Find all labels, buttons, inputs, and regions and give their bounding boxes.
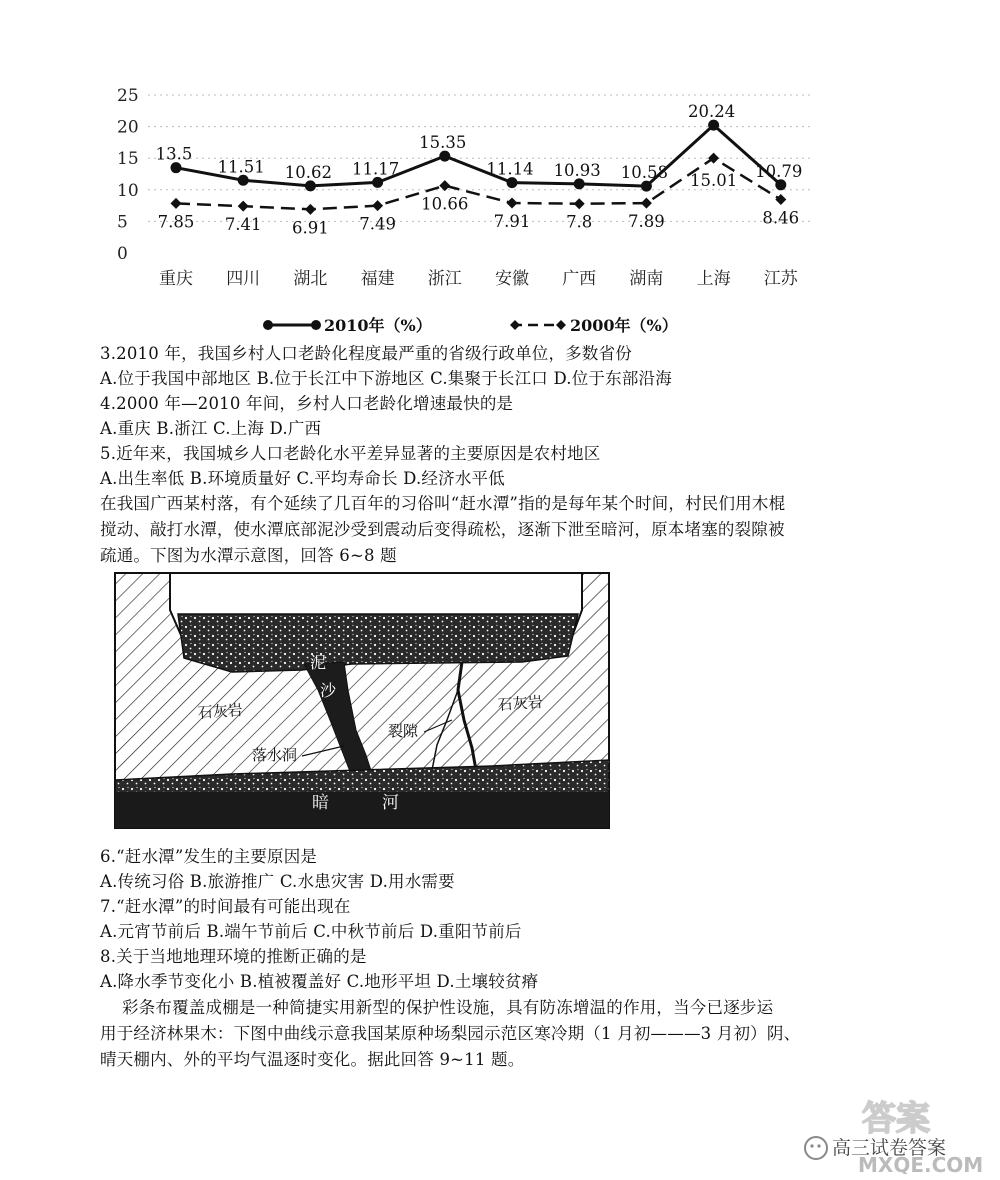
data-label-2000: 7.91 xyxy=(493,212,531,232)
question-6-stem: 6.“赶水潭”发生的主要原因是 xyxy=(100,847,318,866)
passage2-line-2: 用于经济林果木：下图中曲线示意我国某原种场梨园示范区寒冷期（1 月初———3 月初）阴、 xyxy=(100,1024,801,1043)
data-label-2010: 11.17 xyxy=(351,159,400,179)
passage2-line-1: 彩条布覆盖成棚是一种简捷实用新型的保护性设施，具有防冻增温的作用，当今已逐步运 xyxy=(122,998,774,1017)
question-4-options: A.重庆 B.浙江 C.上海 D.广西 xyxy=(100,419,322,438)
y-tick-label: 15 xyxy=(117,149,139,170)
data-label-2010: 13.5 xyxy=(155,144,193,164)
data-label-2010: 15.35 xyxy=(419,133,467,153)
question-4-stem: 4.2000 年—2010 年间，乡村人口老龄化增速最快的是 xyxy=(100,394,514,413)
label-mud-1: 泥 xyxy=(310,653,327,672)
data-label-2010: 10.58 xyxy=(620,163,669,183)
x-tick-label: 湖南 xyxy=(629,269,664,289)
x-tick-label: 湖北 xyxy=(293,269,328,289)
legend-marker-2010 xyxy=(311,320,321,330)
point-2000 xyxy=(574,198,585,209)
x-tick-label: 四川 xyxy=(226,269,261,289)
label-mud-2: 沙 xyxy=(320,681,337,700)
x-tick-label: 福建 xyxy=(360,269,395,289)
x-tick-label: 上海 xyxy=(696,269,731,289)
data-label-2000: 6.91 xyxy=(292,218,329,238)
legend-marker-2000 xyxy=(556,320,566,330)
point-2000 xyxy=(372,200,383,211)
passage-line-1: 在我国广西某村落，有个延续了几百年的习俗叫“赶水潭”指的是每年某个时间，村民们用木棍 xyxy=(100,494,786,513)
data-label-2000: 10.66 xyxy=(421,194,469,214)
x-tick-label: 广西 xyxy=(562,269,597,289)
data-label-2010: 11.14 xyxy=(486,159,534,179)
watermark xyxy=(788,1094,988,1174)
point-2000 xyxy=(171,198,182,209)
svg-text:答案: 答案 xyxy=(862,1099,930,1139)
data-label-2000: 7.85 xyxy=(157,212,195,232)
legend-marker-2000 xyxy=(510,320,520,330)
data-label-2000: 7.41 xyxy=(224,215,262,235)
passage-line-3: 疏通。下图为水潭示意图，回答 6~8 题 xyxy=(100,546,397,565)
watermark-text: 高三试卷答案 xyxy=(832,1137,947,1159)
data-label-2010: 11.51 xyxy=(217,157,265,177)
passage2-line-3: 晴天棚内、外的平均气温逐时变化。据此回答 9~11 题。 xyxy=(100,1050,525,1069)
y-tick-label: 25 xyxy=(117,86,139,106)
water-pool-diagram xyxy=(112,570,612,835)
point-2010 xyxy=(171,162,182,173)
point-2010 xyxy=(439,151,450,162)
legend-marker-2010 xyxy=(263,320,273,330)
data-label-2010: 10.79 xyxy=(755,161,803,181)
chart-series xyxy=(156,102,803,237)
x-tick-label: 重庆 xyxy=(159,269,193,289)
point-2010 xyxy=(305,180,316,191)
point-2010 xyxy=(507,177,518,188)
data-label-2000: 7.8 xyxy=(566,212,593,232)
label-sinkhole: 落水洞 xyxy=(252,746,298,764)
x-tick-label: 安徽 xyxy=(495,269,529,289)
point-2010 xyxy=(775,179,786,190)
question-5-stem: 5.近年来，我国城乡人口老龄化水平差异显著的主要原因是农村地区 xyxy=(100,444,601,463)
label-crack: 裂隙 xyxy=(388,722,419,740)
point-2010 xyxy=(238,175,249,186)
point-2000 xyxy=(305,204,316,215)
legend-label-2010: 2010年（%） xyxy=(324,316,432,335)
label-river-2: 河 xyxy=(382,793,399,813)
legend-label-2000: 2000年（%） xyxy=(570,316,678,335)
watermark-logo-icon xyxy=(788,1094,988,1174)
data-label-2000: 8.46 xyxy=(762,208,800,228)
passage-line-2: 搅动、敲打水潭，使水潭底部泥沙受到震动后变得疏松，逐渐下泄至暗河，原本堵塞的裂隙被 xyxy=(100,520,785,539)
data-label-2010: 10.93 xyxy=(553,160,601,180)
point-2000 xyxy=(775,194,786,205)
chart-legend xyxy=(263,316,678,335)
point-2000 xyxy=(507,198,518,209)
y-tick-labels xyxy=(117,86,139,264)
question-8-stem: 8.关于当地地理环境的推断正确的是 xyxy=(100,947,367,966)
point-2000 xyxy=(238,201,249,212)
point-2010 xyxy=(641,181,652,192)
y-tick-label: 5 xyxy=(117,212,128,233)
y-tick-label: 20 xyxy=(117,117,139,138)
question-8-options: A.降水季节变化小 B.植被覆盖好 C.地形平坦 D.土壤较贫瘠 xyxy=(100,972,539,991)
data-label-2010: 20.24 xyxy=(687,102,736,122)
question-3-options: A.位于我国中部地区 B.位于长江中下游地区 C.集聚于长江口 D.位于东部沿海 xyxy=(100,369,672,388)
point-2000 xyxy=(641,198,652,209)
label-river-1: 暗 xyxy=(312,793,329,813)
question-7-options: A.元宵节前后 B.端午节前后 C.中秋节前后 D.重阳节前后 xyxy=(100,922,522,941)
data-label-2000: 7.49 xyxy=(359,214,396,234)
x-tick-label: 江苏 xyxy=(763,269,798,289)
x-tick-label: 浙江 xyxy=(427,269,462,289)
label-rock-left: 石灰岩 xyxy=(197,700,244,722)
y-tick-label: 10 xyxy=(117,180,139,201)
data-label-2010: 10.62 xyxy=(284,162,333,182)
y-tick-label: 0 xyxy=(117,244,128,264)
watermark-site: MXQE.COM xyxy=(858,1153,984,1174)
question-5-options: A.出生率低 B.环境质量好 C.平均寿命长 D.经济水平低 xyxy=(100,469,505,488)
line-chart xyxy=(0,0,1000,340)
question-7-stem: 7.“赶水潭”的时间最有可能出现在 xyxy=(100,897,351,916)
point-2010 xyxy=(708,120,719,131)
question-6-options: A.传统习俗 B.旅游推广 C.水患灾害 D.用水需要 xyxy=(100,872,455,891)
data-label-2000: 15.01 xyxy=(689,171,738,191)
x-tick-labels xyxy=(159,269,799,289)
label-rock-right: 石灰岩 xyxy=(497,692,544,714)
point-2010 xyxy=(574,178,585,189)
question-3-stem: 3.2010 年，我国乡村人口老龄化程度最严重的省级行政单位，多数省份 xyxy=(100,344,632,363)
data-label-2000: 7.89 xyxy=(628,212,665,232)
point-2010 xyxy=(372,177,383,188)
